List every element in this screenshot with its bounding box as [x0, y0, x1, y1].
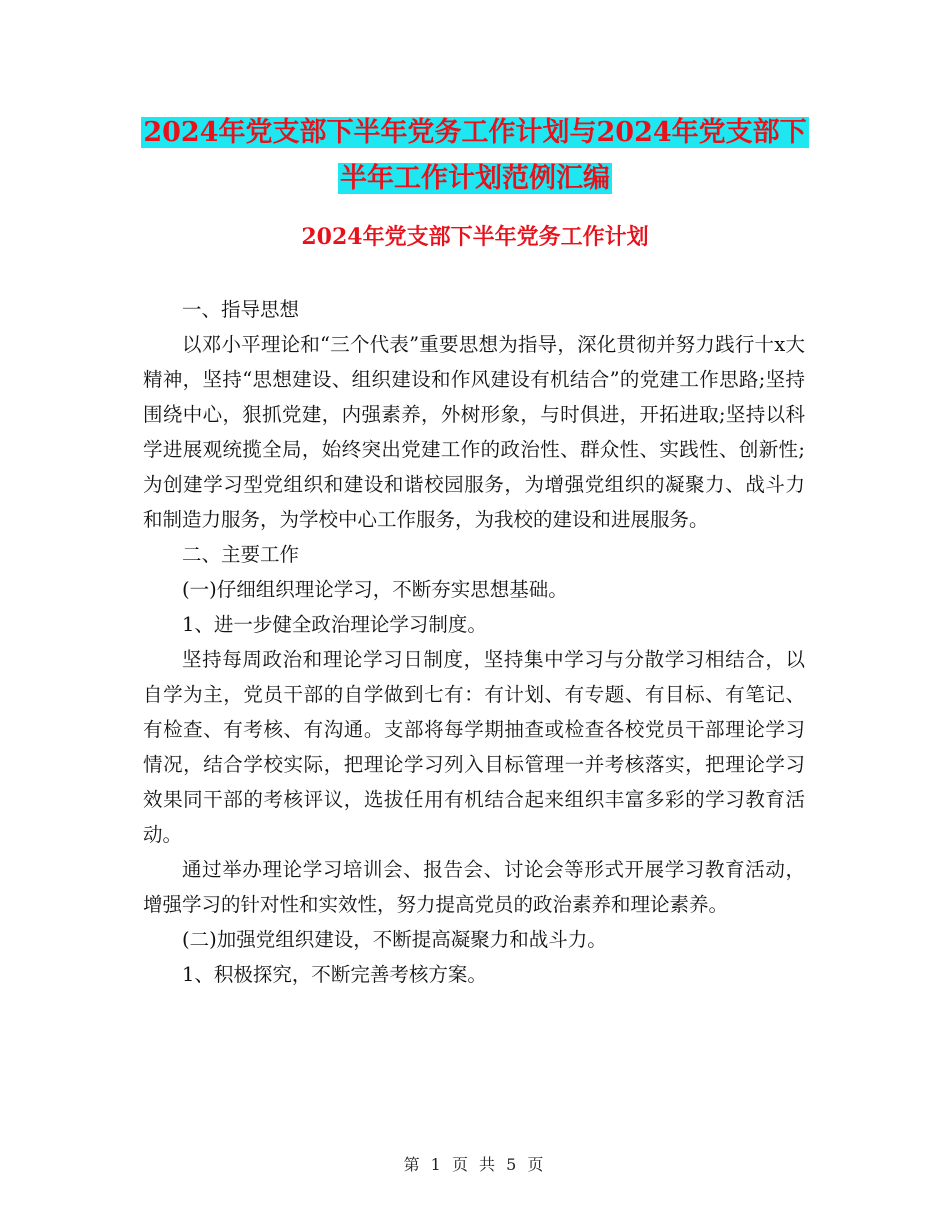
- document-body: [143, 292, 805, 992]
- title-line-1: 2024年党支部下半年党务工作计划与2024年党支部下: [143, 117, 807, 148]
- heading-main-work: 二、主要工作: [182, 543, 300, 566]
- subheading-party-organization: (二)加强党组织建设，不断提高凝聚力和战斗力。: [182, 928, 607, 951]
- paragraph-guiding-thought: 以邓小平理论和“三个代表”重要思想为指导，深化贯彻并努力践行十x大精神，坚持“思想建设、组织建设和作风建设有机结合”的党建工作思路;坚持围绕中心，狠抓党建，内强素养，外树形象，与时俱进，开拓进取;坚持以科学进展观统揽全局，始终突出党建工作的政治性、群众性、实践性、创新性;为创建学习型党组织和建设和谐校园服务，为增强党组织的凝聚力、战斗力和制造力服务，为学校中心工作服务，为我校的建设和进展服务。: [143, 333, 805, 531]
- item-assessment-plan: 1、积极探究，不断完善考核方案。: [182, 963, 487, 986]
- subheading-theory-study: (一)仔细组织理论学习，不断夯实思想基础。: [182, 578, 568, 601]
- document-title: [140, 110, 810, 202]
- item-study-system: 1、进一步健全政治理论学习制度。: [182, 613, 487, 636]
- paragraph-study-activities: 通过举办理论学习培训会、报告会、讨论会等形式开展学习教育活动，增强学习的针对性和实效性，努力提高党员的政治素养和理论素养。: [143, 858, 805, 916]
- page-footer: 第 1 页 共 5 页: [403, 1155, 547, 1174]
- paragraph-weekly-study: 坚持每周政治和理论学习日制度，坚持集中学习与分散学习相结合，以自学为主，党员干部的自学做到七有：有计划、有专题、有目标、有笔记、有检查、有考核、有沟通。支部将每学期抽查或检查各校党员干部理论学习情况，结合学校实际，把理论学习列入目标管理一并考核落实，把理论学习效果同干部的考核评议，选拔任用有机结合起来组织丰富多彩的学习教育活动。: [143, 648, 805, 846]
- section-title: 2024年党支部下半年党务工作计划: [301, 224, 649, 250]
- heading-guiding-thought: 一、指导思想: [182, 298, 300, 321]
- title-line-2: 半年工作计划范例汇编: [340, 163, 610, 194]
